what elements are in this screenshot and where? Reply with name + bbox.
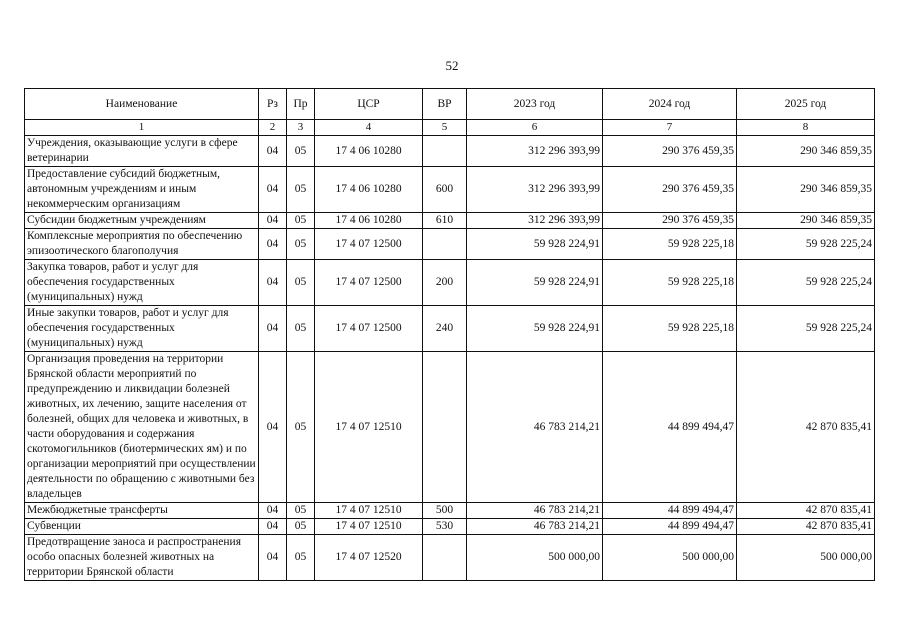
row-amount-2025: 42 870 835,41 [737, 352, 875, 503]
row-amount-2023: 59 928 224,91 [467, 229, 603, 260]
row-rz: 04 [259, 136, 287, 167]
column-number-row [25, 120, 875, 136]
row-vr [423, 535, 467, 581]
row-amount-2023: 59 928 224,91 [467, 260, 603, 306]
row-vr [423, 136, 467, 167]
row-pr: 05 [287, 213, 315, 229]
row-pr: 05 [287, 352, 315, 503]
row-amount-2024: 290 376 459,35 [603, 136, 737, 167]
row-vr: 240 [423, 306, 467, 352]
row-amount-2023: 46 783 214,21 [467, 503, 603, 519]
row-rz: 04 [259, 306, 287, 352]
row-amount-2025: 290 346 859,35 [737, 136, 875, 167]
row-pr: 05 [287, 306, 315, 352]
row-rz: 04 [259, 503, 287, 519]
row-vr: 610 [423, 213, 467, 229]
table-row [25, 535, 875, 581]
column-number: 3 [287, 120, 315, 136]
column-number: 5 [423, 120, 467, 136]
row-amount-2025: 59 928 225,24 [737, 306, 875, 352]
table-row [25, 519, 875, 535]
row-amount-2024: 290 376 459,35 [603, 213, 737, 229]
header-row [25, 89, 875, 120]
table-row [25, 352, 875, 503]
row-amount-2025: 290 346 859,35 [737, 167, 875, 213]
row-rz: 04 [259, 260, 287, 306]
row-vr: 200 [423, 260, 467, 306]
row-pr: 05 [287, 519, 315, 535]
row-name: Субсидии бюджетным учреждениям [25, 213, 259, 229]
row-vr [423, 352, 467, 503]
row-name: Закупка товаров, работ и услуг для обеспечения государственных (муниципальных) нужд [25, 260, 259, 306]
row-rz: 04 [259, 213, 287, 229]
row-name: Иные закупки товаров, работ и услуг для обеспечения государственных (муниципальных) нужд [25, 306, 259, 352]
budget-table [24, 88, 875, 581]
table-row [25, 136, 875, 167]
row-vr: 500 [423, 503, 467, 519]
column-number: 7 [603, 120, 737, 136]
row-amount-2023: 59 928 224,91 [467, 306, 603, 352]
row-amount-2025: 42 870 835,41 [737, 503, 875, 519]
row-amount-2024: 59 928 225,18 [603, 306, 737, 352]
row-pr: 05 [287, 535, 315, 581]
row-amount-2023: 46 783 214,21 [467, 352, 603, 503]
table-row [25, 503, 875, 519]
row-amount-2025: 59 928 225,24 [737, 260, 875, 306]
table-row [25, 213, 875, 229]
row-amount-2025: 290 346 859,35 [737, 213, 875, 229]
row-amount-2025: 500 000,00 [737, 535, 875, 581]
row-vr [423, 229, 467, 260]
header-vr: ВР [423, 89, 467, 120]
table-body [25, 136, 875, 581]
row-csr: 17 4 07 12500 [315, 260, 423, 306]
row-pr: 05 [287, 136, 315, 167]
row-amount-2024: 59 928 225,18 [603, 229, 737, 260]
row-amount-2023: 312 296 393,99 [467, 136, 603, 167]
row-pr: 05 [287, 167, 315, 213]
row-name: Организация проведения на территории Брянской области мероприятий по предупреждению и ликвидации болезней животных, их лечению, защите населения от болезней, общих для человека и животных, в части оборудования и содержания скотомогильников (биотермических ям) и по организации мероприятий при осуществлении деятельности по обращению с животными без владельцев [25, 352, 259, 503]
header-2025: 2025 год [737, 89, 875, 120]
row-amount-2023: 46 783 214,21 [467, 519, 603, 535]
row-rz: 04 [259, 229, 287, 260]
header-2024: 2024 год [603, 89, 737, 120]
row-pr: 05 [287, 503, 315, 519]
row-csr: 17 4 07 12510 [315, 503, 423, 519]
table-row [25, 306, 875, 352]
row-amount-2024: 500 000,00 [603, 535, 737, 581]
row-csr: 17 4 07 12500 [315, 229, 423, 260]
row-name: Предотвращение заноса и распространения особо опасных болезней животных на территории Брянской области [25, 535, 259, 581]
row-csr: 17 4 06 10280 [315, 136, 423, 167]
header-2023: 2023 год [467, 89, 603, 120]
row-rz: 04 [259, 167, 287, 213]
row-amount-2025: 42 870 835,41 [737, 519, 875, 535]
header-pr: Пр [287, 89, 315, 120]
row-amount-2023: 312 296 393,99 [467, 213, 603, 229]
column-number: 4 [315, 120, 423, 136]
row-amount-2024: 59 928 225,18 [603, 260, 737, 306]
column-number: 8 [737, 120, 875, 136]
header-rz: Рз [259, 89, 287, 120]
row-name: Субвенции [25, 519, 259, 535]
row-csr: 17 4 07 12520 [315, 535, 423, 581]
row-pr: 05 [287, 260, 315, 306]
table-row [25, 229, 875, 260]
header-name: Наименование [25, 89, 259, 120]
table-row [25, 260, 875, 306]
row-vr: 600 [423, 167, 467, 213]
row-csr: 17 4 06 10280 [315, 167, 423, 213]
row-pr: 05 [287, 229, 315, 260]
page-number: 52 [445, 58, 459, 73]
row-csr: 17 4 07 12510 [315, 519, 423, 535]
column-number: 1 [25, 120, 259, 136]
row-csr: 17 4 07 12510 [315, 352, 423, 503]
row-vr: 530 [423, 519, 467, 535]
row-amount-2024: 44 899 494,47 [603, 503, 737, 519]
row-amount-2025: 59 928 225,24 [737, 229, 875, 260]
row-amount-2024: 44 899 494,47 [603, 352, 737, 503]
row-name: Комплексные мероприятия по обеспечению эпизоотического благополучия [25, 229, 259, 260]
row-rz: 04 [259, 352, 287, 503]
header-csr: ЦСР [315, 89, 423, 120]
row-csr: 17 4 06 10280 [315, 213, 423, 229]
table-row [25, 167, 875, 213]
row-csr: 17 4 07 12500 [315, 306, 423, 352]
column-number: 2 [259, 120, 287, 136]
row-rz: 04 [259, 519, 287, 535]
row-amount-2023: 312 296 393,99 [467, 167, 603, 213]
row-name: Предоставление субсидий бюджетным, автономным учреждениям и иным некоммерческим организациям [25, 167, 259, 213]
column-number: 6 [467, 120, 603, 136]
row-amount-2024: 290 376 459,35 [603, 167, 737, 213]
row-name: Учреждения, оказывающие услуги в сфере ветеринарии [25, 136, 259, 167]
row-name: Межбюджетные трансферты [25, 503, 259, 519]
row-amount-2024: 44 899 494,47 [603, 519, 737, 535]
row-rz: 04 [259, 535, 287, 581]
row-amount-2023: 500 000,00 [467, 535, 603, 581]
